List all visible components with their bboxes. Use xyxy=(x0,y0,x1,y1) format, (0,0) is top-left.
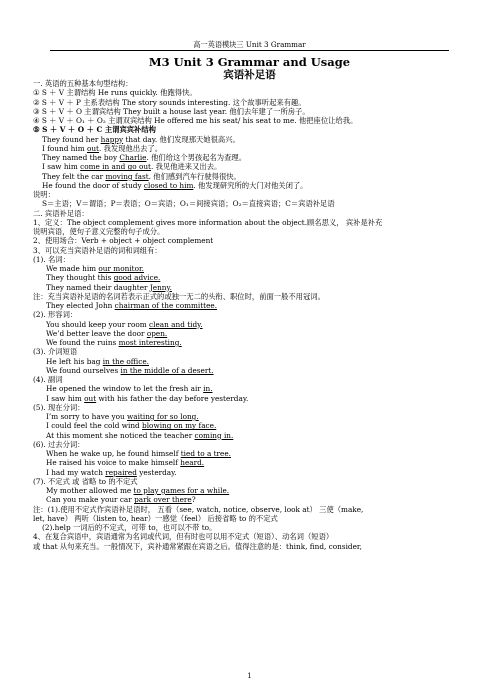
line-text: 一. 英语的五种基本句型结构： xyxy=(33,79,133,88)
underlined-complement: our monitor. xyxy=(98,264,144,273)
text-line xyxy=(33,394,473,403)
page-title: M3 Unit 3 Grammar and Usage xyxy=(148,55,351,69)
text-line xyxy=(33,366,473,375)
text-line xyxy=(33,88,473,97)
line-text: I found him xyxy=(42,143,87,153)
line-text: (6). 过去分词： xyxy=(33,439,85,449)
line-text: let, have） 两听（listen to, hear）一感觉（feel） 后接省略 to 的不定式 xyxy=(33,513,278,523)
text-line xyxy=(33,440,473,449)
line-text: ② S ＋ V ＋ P 主系表结构 The story sounds interesting. 这个故事听起来有趣。 xyxy=(33,97,306,107)
line-text-after: . 他们感到汽车行驶得很快。 xyxy=(148,171,241,181)
line-text: At this moment she noticed the teacher xyxy=(46,430,195,440)
underlined-complement: coming in. xyxy=(194,430,234,440)
underlined-complement: repaired xyxy=(105,467,137,477)
underlined-complement: out xyxy=(84,393,97,403)
underlined-complement: blowing on my face. xyxy=(142,421,217,431)
text-line xyxy=(33,477,473,486)
text-line xyxy=(33,292,473,301)
text-line xyxy=(33,329,473,338)
text-line xyxy=(33,190,473,199)
text-line xyxy=(33,486,473,495)
text-line xyxy=(33,458,473,467)
text-line xyxy=(33,181,473,190)
text-line xyxy=(33,227,473,236)
line-text: We found ourselves xyxy=(46,365,121,375)
text-line xyxy=(33,209,473,218)
line-text: I had my watch xyxy=(46,467,106,477)
line-text-after: . 他们给这个男孩起名为查理。 xyxy=(146,153,246,162)
text-line xyxy=(33,172,473,181)
text-line xyxy=(33,273,473,282)
line-text: I saw him xyxy=(46,393,85,403)
text-line xyxy=(33,375,473,384)
text-line xyxy=(33,107,473,116)
text-line xyxy=(33,403,473,412)
underlined-complement: out xyxy=(86,143,99,153)
line-text: I’m sorry to have you xyxy=(46,412,127,421)
line-text: You should keep your room xyxy=(46,319,150,329)
line-text: 说明： xyxy=(33,190,55,199)
line-text: He found the door of study xyxy=(42,180,144,190)
line-text: (5). 现在分词： xyxy=(33,402,85,412)
line-text: We’d better leave the door xyxy=(46,328,147,338)
text-line xyxy=(33,357,473,366)
line-text: They felt the car xyxy=(42,171,106,181)
underlined-complement: open. xyxy=(146,328,168,338)
underlined-complement: tied to a tree. xyxy=(180,449,232,458)
line-text: My mother allowed me xyxy=(46,486,134,495)
text-line xyxy=(33,495,473,504)
underlined-complement: clean and tidy. xyxy=(149,319,203,329)
text-line xyxy=(33,246,473,255)
line-text: He opened the window to let the fresh air xyxy=(46,384,204,394)
text-line xyxy=(33,347,473,356)
underlined-complement: in the office. xyxy=(102,356,149,366)
text-line xyxy=(33,468,473,477)
line-text: 二. 宾语补足语： xyxy=(33,208,89,218)
text-line xyxy=(33,523,473,532)
line-text: We made him xyxy=(46,264,99,273)
line-text: 2、使用场合：Verb + object + object complement xyxy=(33,236,214,246)
underlined-complement: moving fast xyxy=(105,171,149,181)
text-line xyxy=(33,301,473,310)
text-line xyxy=(33,384,473,393)
line-text: They named their daughter xyxy=(46,282,150,292)
line-text: They thought this xyxy=(46,273,114,283)
text-line xyxy=(33,449,473,458)
text-line xyxy=(33,505,473,514)
text-line xyxy=(33,116,473,125)
underlined-complement: good advice. xyxy=(113,273,161,283)
underlined-complement: most interesting. xyxy=(118,338,182,347)
text-line xyxy=(33,421,473,430)
underlined-complement: waiting for so long. xyxy=(127,412,199,421)
line-text: 4、在复合宾语中，宾语通常为名词或代词，但有时也可以用不定式（短语）、动名词（短语） xyxy=(33,532,334,542)
underlined-complement: closed to him xyxy=(143,180,194,190)
underlined-complement: chairman of the committee. xyxy=(114,301,218,310)
line-text: ⑤ S ＋ V ＋ O ＋ C 主谓宾宾补结构 xyxy=(33,125,156,135)
text-line xyxy=(33,236,473,245)
line-text: ④ S ＋ V ＋ O₁ ＋ O₂ 主谓双宾结构 He offered me his seat/ his seat to me. 他把座位让给我。 xyxy=(33,116,358,125)
line-text: They elected John xyxy=(46,301,115,310)
line-text: 1、定义：The object complement gives more information about the object.顾名思义， 宾补是补充 xyxy=(33,217,383,227)
line-text-after: . 我发现他出去了。 xyxy=(99,143,163,153)
text-line xyxy=(33,412,473,421)
header-rule xyxy=(50,50,449,51)
text-line xyxy=(33,199,473,208)
text-line xyxy=(33,310,473,319)
text-line xyxy=(33,514,473,523)
text-line xyxy=(33,431,473,440)
text-line xyxy=(33,320,473,329)
line-text-after: . 他发现研究所的大门对他关闭了。 xyxy=(193,180,308,190)
underlined-complement: Charlie xyxy=(119,153,147,162)
text-line xyxy=(33,542,473,551)
line-text-after: ? xyxy=(191,495,196,505)
line-text: (2). 形容词： xyxy=(33,310,78,320)
line-text-after: yesterday. xyxy=(136,467,177,477)
underlined-complement: in the middle of a desert. xyxy=(120,365,214,375)
line-text: They found her xyxy=(42,134,101,144)
line-text: 注：充当宾语补足语的名词若表示正式的或独一无二的头衔、职位时，前面一般不用冠词。 xyxy=(33,291,325,301)
line-text: I could feel the cold wind xyxy=(46,421,143,431)
text-line xyxy=(33,98,473,107)
text-line xyxy=(33,283,473,292)
line-text: ③ S ＋ V ＋ O 主谓宾结构 They built a house last year. 他们去年建了一所房子。 xyxy=(33,106,310,116)
line-text: S＝主语；V＝谓语；P＝表语；O＝宾语；O₁＝间接宾语；O₂＝直接宾语；C＝宾语补足语 xyxy=(42,199,335,209)
text-line xyxy=(33,218,473,227)
text-line xyxy=(33,135,473,144)
text-line xyxy=(33,338,473,347)
text-line xyxy=(33,255,473,264)
line-text: 注：(1).使用不定式作宾语补足语时， 五看（see, watch, notice, observe, look at） 三使（make, xyxy=(33,504,364,514)
line-text: ① S ＋ V 主谓结构 He runs quickly. 他跑得快。 xyxy=(33,88,197,98)
line-text-after: with his father the day before yesterday. xyxy=(96,393,249,403)
line-text: 说明宾语，使句子意义完整的句子成分。 xyxy=(33,227,165,236)
line-text-after: that day. 他们发现那天她很高兴。 xyxy=(123,134,240,144)
underlined-complement: in. xyxy=(203,384,213,394)
line-text: 或 that 从句来充当。一般情况下，宾补通常紧跟在宾语之后。值得注意的是：think, find, consider, xyxy=(33,541,362,551)
text-line xyxy=(33,153,473,162)
line-text: We found the ruins xyxy=(46,338,119,347)
line-text: He left his bag xyxy=(46,356,103,366)
line-text: They named the boy xyxy=(42,153,120,162)
document-body xyxy=(33,79,473,551)
line-text: (7). 不定式 或 省略 to 的不定式 xyxy=(33,476,138,486)
line-text: Can you make your car xyxy=(46,495,135,505)
underlined-complement: to play games for a while. xyxy=(133,486,230,495)
page-number: 1 xyxy=(247,672,252,680)
text-line xyxy=(33,79,473,88)
line-text: I saw him xyxy=(42,162,81,172)
page-subtitle: 宾语补足语 xyxy=(223,69,276,81)
line-text: (4). 副词 xyxy=(33,375,63,384)
text-line xyxy=(33,125,473,134)
text-line xyxy=(33,532,473,541)
underlined-complement: come in and go out xyxy=(80,162,151,172)
underlined-complement: Jenny. xyxy=(149,282,172,292)
underlined-complement: heard. xyxy=(180,458,205,468)
text-line xyxy=(33,162,473,171)
underlined-complement: park over there xyxy=(134,495,192,505)
line-text: When he wake up, he found himself xyxy=(46,449,181,458)
text-line xyxy=(33,264,473,273)
line-text: (2).help 一词后的不定式，可带 to，也可以不带 to。 xyxy=(42,523,217,532)
text-line xyxy=(33,144,473,153)
line-text: 3、可以充当宾语补足语的词和词组有： xyxy=(33,245,162,255)
line-text: He raised his voice to make himself xyxy=(46,458,181,468)
running-header: 高一英语模块三 Unit 3 Grammar xyxy=(193,40,306,49)
line-text: (3). 介词短语 xyxy=(33,347,78,357)
line-text: (1). 名词： xyxy=(33,254,70,264)
line-text-after: . 我见他进来又出去。 xyxy=(150,162,222,172)
underlined-complement: happy xyxy=(100,134,124,144)
